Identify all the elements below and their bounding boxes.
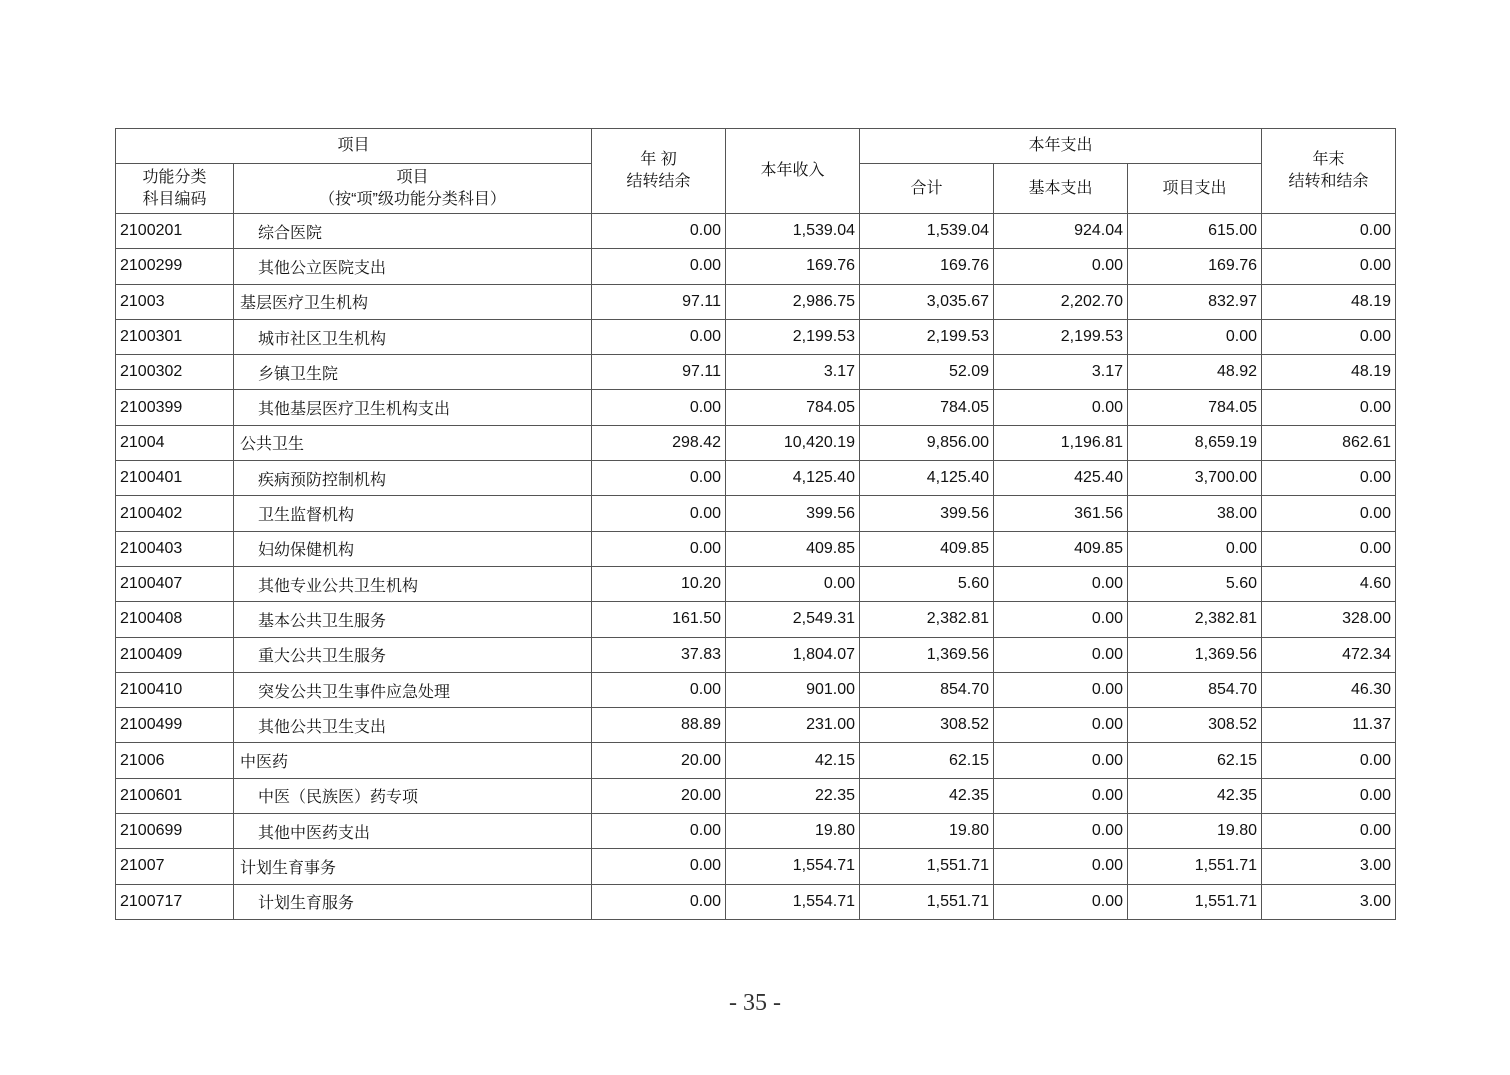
cell-code: 2100699 (116, 814, 234, 849)
header-end-line1: 年末 (1312, 151, 1345, 168)
cell-income: 409.85 (726, 531, 860, 566)
cell-proj: 1,369.56 (1128, 637, 1262, 672)
cell-name: 公共卫生 (234, 425, 592, 460)
cell-income: 784.05 (726, 390, 860, 425)
cell-proj: 42.35 (1128, 778, 1262, 813)
cell-end-balance: 0.00 (1262, 814, 1396, 849)
cell-begin-balance: 161.50 (592, 602, 726, 637)
cell-basic: 0.00 (994, 672, 1128, 707)
cell-end-balance: 4.60 (1262, 566, 1396, 601)
table-row (116, 884, 1396, 919)
table-row (116, 602, 1396, 637)
cell-end-balance: 0.00 (1262, 214, 1396, 249)
cell-name: 其他专业公共卫生机构 (234, 566, 592, 601)
header-name (234, 164, 592, 214)
cell-proj: 0.00 (1128, 531, 1262, 566)
cell-total: 409.85 (860, 531, 994, 566)
cell-code: 2100410 (116, 672, 234, 707)
cell-begin-balance: 20.00 (592, 743, 726, 778)
cell-basic: 425.40 (994, 461, 1128, 496)
cell-income: 2,986.75 (726, 284, 860, 319)
cell-basic: 0.00 (994, 637, 1128, 672)
table-row (116, 284, 1396, 319)
cell-begin-balance: 0.00 (592, 249, 726, 284)
cell-basic: 0.00 (994, 849, 1128, 884)
cell-proj: 48.92 (1128, 355, 1262, 390)
page-number: - 35 - (729, 990, 781, 1016)
cell-begin-balance: 0.00 (592, 849, 726, 884)
cell-code: 2100302 (116, 355, 234, 390)
table-row (116, 708, 1396, 743)
cell-end-balance: 0.00 (1262, 531, 1396, 566)
cell-name: 基本公共卫生服务 (234, 602, 592, 637)
cell-total: 1,551.71 (860, 884, 994, 919)
cell-begin-balance: 20.00 (592, 778, 726, 813)
cell-basic: 0.00 (994, 884, 1128, 919)
cell-code: 2100601 (116, 778, 234, 813)
header-total: 合计 (860, 164, 994, 214)
header-begin-line2: 结转结余 (626, 173, 691, 190)
cell-total: 169.76 (860, 249, 994, 284)
cell-begin-balance: 97.11 (592, 284, 726, 319)
cell-proj: 832.97 (1128, 284, 1262, 319)
header-name-line2: （按“项”级功能分类科目） (319, 190, 506, 208)
cell-end-balance: 0.00 (1262, 743, 1396, 778)
cell-begin-balance: 0.00 (592, 814, 726, 849)
cell-income: 1,554.71 (726, 849, 860, 884)
cell-income: 2,199.53 (726, 319, 860, 354)
header-code-line1: 功能分类 (142, 168, 207, 186)
cell-total: 5.60 (860, 566, 994, 601)
cell-basic: 924.04 (994, 214, 1128, 249)
cell-basic: 361.56 (994, 496, 1128, 531)
cell-name: 突发公共卫生事件应急处理 (234, 672, 592, 707)
cell-begin-balance: 0.00 (592, 319, 726, 354)
cell-total: 2,199.53 (860, 319, 994, 354)
cell-income: 4,125.40 (726, 461, 860, 496)
cell-income: 2,549.31 (726, 602, 860, 637)
cell-code: 21007 (116, 849, 234, 884)
cell-total: 9,856.00 (860, 425, 994, 460)
cell-proj: 8,659.19 (1128, 425, 1262, 460)
table-row (116, 249, 1396, 284)
cell-begin-balance: 298.42 (592, 425, 726, 460)
cell-name: 中医（民族医）药专项 (234, 778, 592, 813)
cell-total: 4,125.40 (860, 461, 994, 496)
cell-end-balance: 0.00 (1262, 390, 1396, 425)
cell-code: 2100299 (116, 249, 234, 284)
cell-code: 2100408 (116, 602, 234, 637)
cell-total: 52.09 (860, 355, 994, 390)
header-income: 本年收入 (726, 129, 860, 214)
header-begin-balance (592, 129, 726, 214)
cell-code: 2100301 (116, 319, 234, 354)
table-row (116, 849, 1396, 884)
cell-basic: 0.00 (994, 602, 1128, 637)
cell-name: 卫生监督机构 (234, 496, 592, 531)
table-row (116, 531, 1396, 566)
cell-begin-balance: 0.00 (592, 461, 726, 496)
cell-income: 901.00 (726, 672, 860, 707)
cell-name: 其他中医药支出 (234, 814, 592, 849)
cell-begin-balance: 0.00 (592, 672, 726, 707)
cell-proj: 1,551.71 (1128, 884, 1262, 919)
table-row (116, 319, 1396, 354)
cell-total: 42.35 (860, 778, 994, 813)
cell-basic: 0.00 (994, 566, 1128, 601)
cell-income: 3.17 (726, 355, 860, 390)
header-proj: 项目支出 (1128, 164, 1262, 214)
cell-code: 21004 (116, 425, 234, 460)
cell-total: 62.15 (860, 743, 994, 778)
cell-name: 综合医院 (234, 214, 592, 249)
cell-begin-balance: 10.20 (592, 566, 726, 601)
cell-income: 1,539.04 (726, 214, 860, 249)
header-expense: 本年支出 (860, 129, 1262, 164)
cell-income: 22.35 (726, 778, 860, 813)
cell-code: 2100402 (116, 496, 234, 531)
cell-basic: 0.00 (994, 743, 1128, 778)
cell-code: 21006 (116, 743, 234, 778)
cell-name: 重大公共卫生服务 (234, 637, 592, 672)
cell-proj: 784.05 (1128, 390, 1262, 425)
cell-income: 231.00 (726, 708, 860, 743)
header-name-line1: 项目 (396, 168, 429, 186)
cell-income: 19.80 (726, 814, 860, 849)
cell-name: 计划生育事务 (234, 849, 592, 884)
cell-end-balance: 48.19 (1262, 284, 1396, 319)
cell-code: 2100499 (116, 708, 234, 743)
cell-proj: 308.52 (1128, 708, 1262, 743)
cell-income: 169.76 (726, 249, 860, 284)
header-project: 项目 (116, 129, 592, 164)
cell-name: 其他公立医院支出 (234, 249, 592, 284)
cell-name: 疾病预防控制机构 (234, 461, 592, 496)
cell-basic: 0.00 (994, 814, 1128, 849)
cell-code: 2100409 (116, 637, 234, 672)
table-row (116, 496, 1396, 531)
cell-basic: 0.00 (994, 390, 1128, 425)
cell-proj: 62.15 (1128, 743, 1262, 778)
cell-end-balance: 46.30 (1262, 672, 1396, 707)
cell-code: 2100201 (116, 214, 234, 249)
cell-proj: 1,551.71 (1128, 849, 1262, 884)
cell-basic: 3.17 (994, 355, 1128, 390)
cell-basic: 2,199.53 (994, 319, 1128, 354)
cell-proj: 19.80 (1128, 814, 1262, 849)
header-begin-line1: 年 初 (640, 151, 677, 168)
table-row (116, 355, 1396, 390)
cell-end-balance: 3.00 (1262, 884, 1396, 919)
cell-end-balance: 0.00 (1262, 319, 1396, 354)
cell-code: 2100403 (116, 531, 234, 566)
cell-income: 399.56 (726, 496, 860, 531)
cell-end-balance: 0.00 (1262, 461, 1396, 496)
cell-income: 1,804.07 (726, 637, 860, 672)
cell-end-balance: 3.00 (1262, 849, 1396, 884)
cell-begin-balance: 97.11 (592, 355, 726, 390)
table-row (116, 743, 1396, 778)
cell-total: 854.70 (860, 672, 994, 707)
cell-end-balance: 0.00 (1262, 778, 1396, 813)
cell-name: 乡镇卫生院 (234, 355, 592, 390)
table-row (116, 566, 1396, 601)
header-end-line2: 结转和结余 (1288, 173, 1369, 190)
cell-end-balance: 862.61 (1262, 425, 1396, 460)
cell-proj: 38.00 (1128, 496, 1262, 531)
cell-name: 基层医疗卫生机构 (234, 284, 592, 319)
table-row (116, 214, 1396, 249)
cell-code: 21003 (116, 284, 234, 319)
cell-proj: 3,700.00 (1128, 461, 1262, 496)
cell-proj: 5.60 (1128, 566, 1262, 601)
cell-name: 中医药 (234, 743, 592, 778)
table-row (116, 672, 1396, 707)
cell-proj: 169.76 (1128, 249, 1262, 284)
cell-income: 10,420.19 (726, 425, 860, 460)
cell-basic: 2,202.70 (994, 284, 1128, 319)
header-code-line2: 科目编码 (142, 190, 207, 208)
cell-name: 其他公共卫生支出 (234, 708, 592, 743)
table-row (116, 637, 1396, 672)
cell-name: 计划生育服务 (234, 884, 592, 919)
budget-table (115, 128, 1396, 920)
cell-code: 2100717 (116, 884, 234, 919)
header-code (116, 164, 234, 214)
cell-end-balance: 11.37 (1262, 708, 1396, 743)
table-row (116, 461, 1396, 496)
table-row (116, 814, 1396, 849)
cell-basic: 0.00 (994, 778, 1128, 813)
cell-name: 妇幼保健机构 (234, 531, 592, 566)
cell-proj: 0.00 (1128, 319, 1262, 354)
cell-end-balance: 472.34 (1262, 637, 1396, 672)
cell-end-balance: 328.00 (1262, 602, 1396, 637)
cell-end-balance: 0.00 (1262, 496, 1396, 531)
table-body (116, 214, 1396, 920)
cell-basic: 0.00 (994, 708, 1128, 743)
cell-begin-balance: 0.00 (592, 496, 726, 531)
cell-begin-balance: 37.83 (592, 637, 726, 672)
cell-total: 3,035.67 (860, 284, 994, 319)
cell-begin-balance: 0.00 (592, 214, 726, 249)
cell-code: 2100407 (116, 566, 234, 601)
cell-proj: 854.70 (1128, 672, 1262, 707)
cell-begin-balance: 0.00 (592, 884, 726, 919)
cell-end-balance: 0.00 (1262, 249, 1396, 284)
cell-basic: 1,196.81 (994, 425, 1128, 460)
cell-total: 1,369.56 (860, 637, 994, 672)
cell-total: 1,539.04 (860, 214, 994, 249)
cell-proj: 2,382.81 (1128, 602, 1262, 637)
cell-name: 其他基层医疗卫生机构支出 (234, 390, 592, 425)
cell-basic: 0.00 (994, 249, 1128, 284)
cell-total: 2,382.81 (860, 602, 994, 637)
table-row (116, 425, 1396, 460)
cell-income: 42.15 (726, 743, 860, 778)
cell-basic: 409.85 (994, 531, 1128, 566)
cell-total: 1,551.71 (860, 849, 994, 884)
cell-code: 2100399 (116, 390, 234, 425)
cell-income: 0.00 (726, 566, 860, 601)
cell-income: 1,554.71 (726, 884, 860, 919)
cell-name: 城市社区卫生机构 (234, 319, 592, 354)
cell-proj: 615.00 (1128, 214, 1262, 249)
cell-begin-balance: 0.00 (592, 531, 726, 566)
cell-total: 784.05 (860, 390, 994, 425)
header-end-balance (1262, 129, 1396, 214)
header-basic: 基本支出 (994, 164, 1128, 214)
cell-begin-balance: 88.89 (592, 708, 726, 743)
cell-total: 19.80 (860, 814, 994, 849)
cell-total: 308.52 (860, 708, 994, 743)
table-row (116, 778, 1396, 813)
cell-total: 399.56 (860, 496, 994, 531)
cell-begin-balance: 0.00 (592, 390, 726, 425)
cell-code: 2100401 (116, 461, 234, 496)
table-header (116, 129, 1396, 214)
table-row (116, 390, 1396, 425)
cell-end-balance: 48.19 (1262, 355, 1396, 390)
